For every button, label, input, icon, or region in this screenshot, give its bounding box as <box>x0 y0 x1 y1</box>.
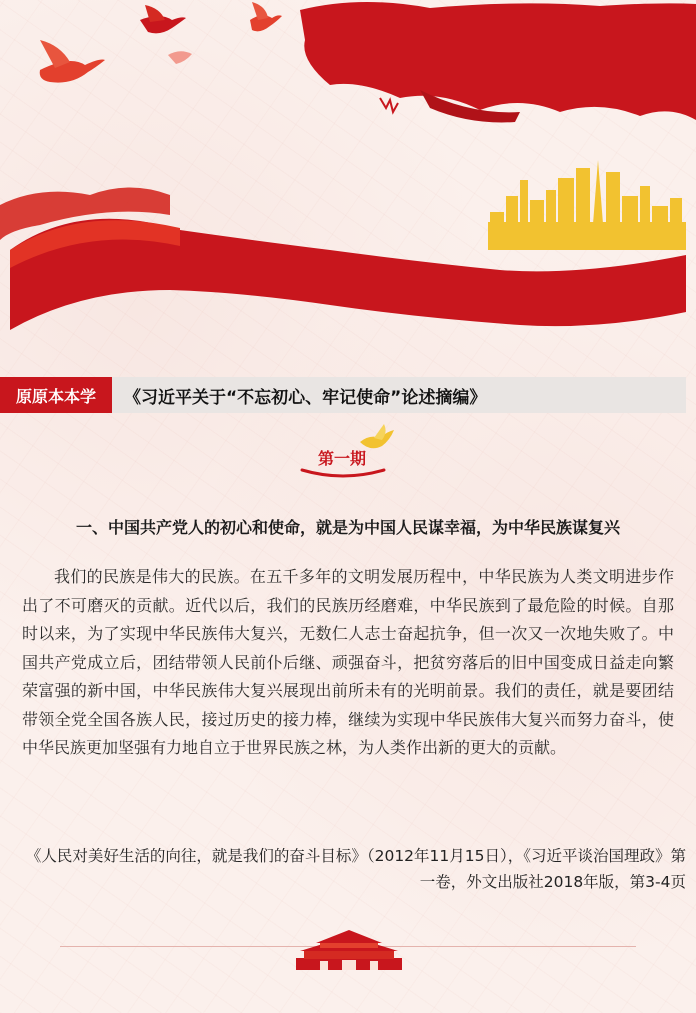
period-underline <box>300 466 386 480</box>
topic-title: 《习近平关于“不忘初心、牢记使命”论述摘编》 <box>124 387 487 408</box>
body-paragraph: 我们的民族是伟大的民族。在五千多年的文明发展历程中，中华民族为人类文明进步作出了不可磨灭的贡献。近代以后，我们的民族历经磨难，中华民族到了最危险的时候。自那时以来，为了实现中华民族伟大复兴，无数仁人志士奋起抗争，但一次又一次地失败了。中国共产党成立后，团结带领人民前仆后继、顽强奋斗，把贫穷落后的旧中国变成日益走向繁荣富强的新中国，中华民族伟大复兴展现出前所未有的光明前景。我们的责任，就是要团结带领全党全国各族人民，接过历史的接力棒，继续为实现中华民族伟大复兴而努力奋斗，使中华民族更加坚强有力地自立于世界民族之林，为人类作出新的更大的贡献。 <box>22 567 674 757</box>
dove-icon <box>168 51 192 64</box>
topic-tag: 原原本本学 <box>0 377 112 413</box>
tiananmen-icon <box>290 928 408 972</box>
header-banner <box>0 0 696 350</box>
source-citation: 《人民对美好生活的向往，就是我们的奋斗目标》（2012年11月15日），《习近平谈治国理政》第一卷，外文出版社2018年版，第3-4页 <box>25 847 686 891</box>
section-heading: 一、中国共产党人的初心和使命，就是为中国人民谋幸福，为中华民族谋复兴 <box>75 518 620 537</box>
dove-icon <box>40 40 105 83</box>
period-badge <box>300 422 400 482</box>
period-label: 第一期 <box>317 449 366 468</box>
city-skyline-icon <box>488 160 686 250</box>
dove-icon <box>140 5 186 33</box>
dove-icon <box>250 2 282 31</box>
